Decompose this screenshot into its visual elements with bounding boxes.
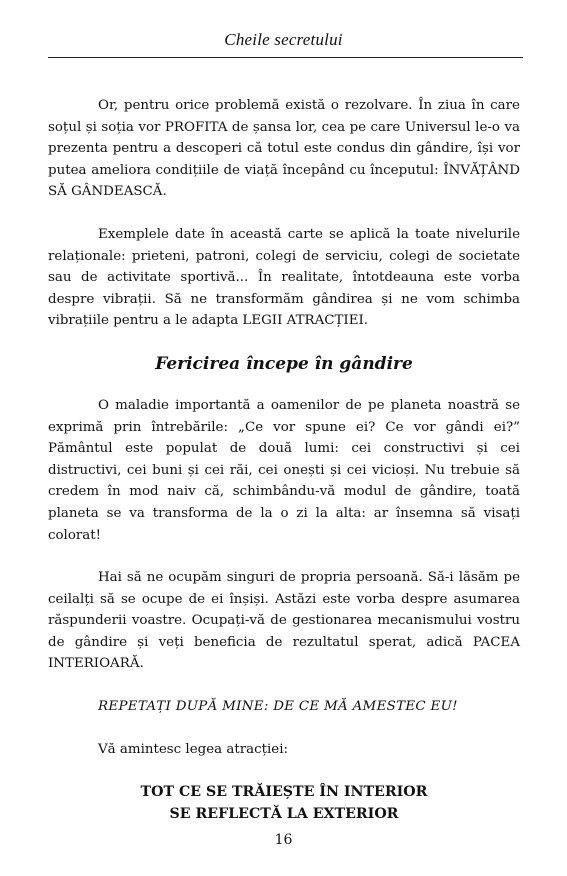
running-head: Cheile secretului xyxy=(224,30,343,49)
repetati-line: REPETAȚI DUPĂ MINE: DE CE MĂ AMESTEC EU! xyxy=(98,699,458,715)
paragraph-propria-persoana: Hai să ne ocupăm singuri de propria persoană. Să-i lăsăm pe ceilalți să se ocupe de ei înșiși. Astăzi este vorba despre asumarea răspunderii voastre. Ocupați-vă de gestionarea mecanismului vostru de gândire și veți beneficia de rezultatul sperat, adică PACEA INTERIOARĂ. xyxy=(48,570,520,672)
page-number: 16 xyxy=(274,832,293,848)
paragraph-rezolvare: Or, pentru orice problemă există o rezolvare. În ziua în care soțul și soția vor PROFITA de șansa lor, cea pe care Universul le-o va prezenta pentru a descoperi că totul este condus din gândire, își vor putea ameliora condițiile de viață începând cu începutul: ÎNVĂȚÂND SĂ GÂNDEASCĂ. xyxy=(48,98,520,200)
header-rule xyxy=(48,57,523,58)
maxim-line-2: SE REFLECTĂ LA EXTERIOR xyxy=(169,806,399,823)
maxim-line-1: TOT CE SE TRĂIEȘTE ÎN INTERIOR xyxy=(140,784,428,801)
section-title: Fericirea începe în gândire xyxy=(155,353,413,374)
paragraph-maladie: O maladie importantă a oamenilor de pe planeta noastră se exprimă prin întrebările: „Ce vor spune ei? Ce vor gândi ei?” Pământul este populat de două lumi: cei constructivi și cei distructivi, cei buni și cei răi, cei onești și cei vicioși. Nu trebuie să credem în mod naiv că, schimbându-vă modul de gândire, toată planeta se va transforma de la o zi la alta: ar însemna să visați colorat! xyxy=(48,397,520,543)
maxim-block xyxy=(48,781,520,825)
paragraph-exemplele: Exemplele date în această carte se aplică la toate nivelurile relaționale: prieteni, patroni, colegi de serviciu, colegi de societate sau de activitate sportivă... În realitate, întotdeauna este vorba despre vibrații. Să ne transformăm gândirea și ne vom schimba vibrațiile pentru a le adapta LEGII ATRACȚIEI. xyxy=(48,226,520,329)
page-body xyxy=(48,95,520,825)
intro-line: Vă amintesc legea atracției: xyxy=(98,741,289,757)
